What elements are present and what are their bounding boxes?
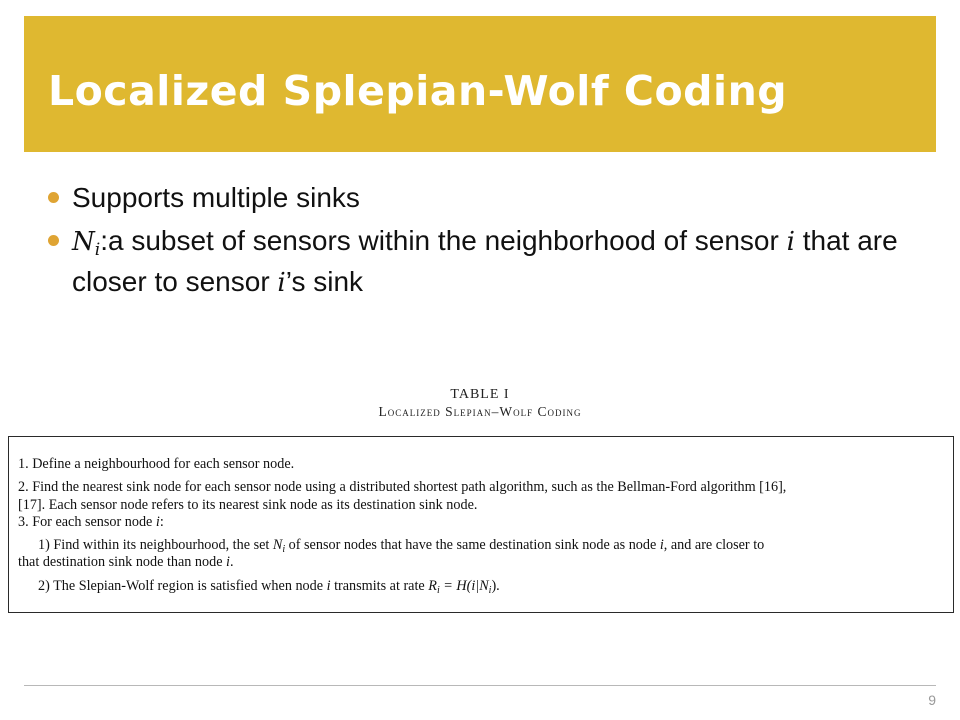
table-caption: [0, 386, 960, 420]
algorithm-substep: [18, 578, 944, 595]
algorithm-step: [18, 514, 944, 531]
algorithm-step-continued: [17]. Each sensor node refers to its nearest sink node as its destination sink node.: [18, 496, 478, 513]
bullet-list: [48, 178, 908, 307]
math-variable: R: [428, 577, 437, 594]
algorithm-substep: [18, 537, 944, 554]
step-text: .: [230, 554, 234, 571]
bullet-item: [48, 178, 908, 217]
math-variable: i: [659, 537, 664, 554]
step-text: :: [159, 513, 164, 530]
math-subscript: i: [282, 544, 286, 556]
bullet-text: Supports multiple sinks: [72, 182, 360, 213]
math-variable: i: [155, 513, 160, 530]
math-subscript: i: [94, 240, 101, 260]
math-subscript: i: [488, 584, 492, 596]
bullet-dot-icon: [48, 192, 59, 203]
footer-divider: [24, 685, 936, 686]
algorithm-step: 1. Define a neighbourhood for each sensor node.: [18, 456, 295, 472]
algorithm-table: [8, 436, 954, 613]
math-variable: N: [72, 227, 95, 257]
algorithm-step: 2. Find the nearest sink node for each sensor node using a distributed shortest path algorithm, such as the Bellman-Ford algorithm [16],: [18, 479, 787, 496]
bullet-item: [48, 221, 908, 303]
math-variable: i: [326, 577, 331, 594]
math-symbol: [72, 227, 101, 260]
bullet-text: :a subset of sensors within the neighborhood of sensor: [100, 225, 787, 256]
math-variable: i: [786, 227, 795, 257]
bullet-dot-icon: [48, 235, 59, 246]
algorithm-substep-continued: [18, 554, 944, 571]
slide-title: Localized Splepian-Wolf Coding: [48, 67, 788, 115]
step-text: transmits at rate: [330, 577, 429, 594]
math-variable: i: [226, 554, 230, 571]
math-expression: = H(i|N: [439, 577, 489, 594]
step-text: 2) The Slepian-Wolf region is satisfied when node: [38, 577, 327, 594]
math-variable: N: [272, 537, 283, 554]
math-subscript: i: [436, 584, 440, 596]
step-text: of sensor nodes that have the same destination sink node as node: [285, 537, 660, 554]
step-text: 3. For each sensor node: [18, 513, 156, 530]
table-label: TABLE I: [450, 387, 510, 402]
bullet-text: ’s sink: [285, 266, 364, 297]
bullet-text: that are closer to sensor: [72, 225, 898, 297]
math-variable: i: [277, 268, 286, 298]
step-text: that destination sink node than node: [18, 554, 227, 571]
step-text: 1) Find within its neighbourhood, the set: [38, 537, 273, 554]
step-text: , and are closer to: [663, 537, 765, 554]
page-number: 9: [928, 692, 936, 708]
math-expression: ).: [491, 577, 500, 594]
table-title: Localized Slepian–Wolf Coding: [378, 404, 582, 419]
